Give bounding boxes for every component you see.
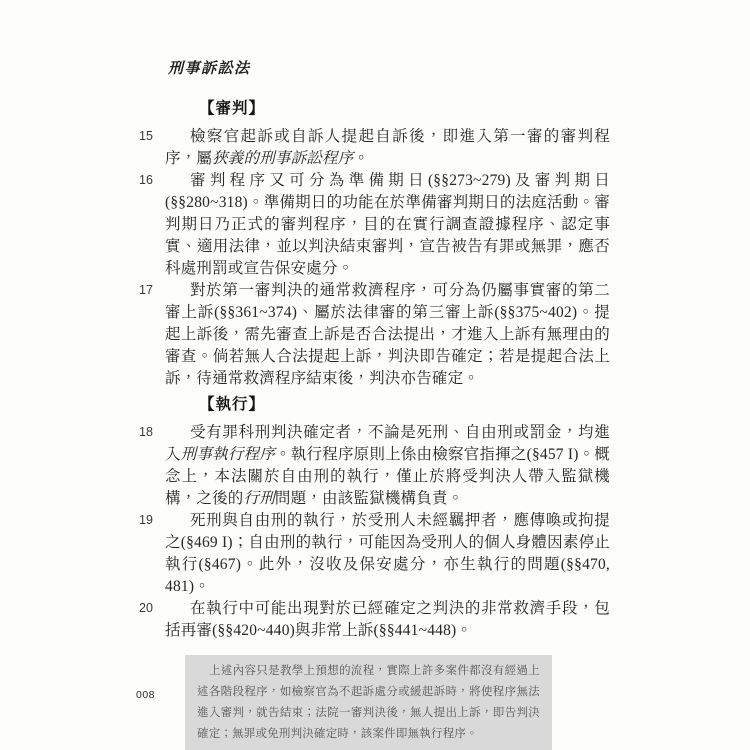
paragraph-18 <box>139 422 611 510</box>
running-head: 刑事訴訟法 <box>168 61 251 77</box>
paragraph-number: 20 <box>139 601 153 615</box>
paragraph-16 <box>139 170 610 280</box>
body-text-run: 審判程序又可分為準備期日(§§273~279)及審判期日(§§280~318)。準備期日的功能在於準備審判期日的法庭活動。審判期日乃正式的審判程序，目的在實行調查證據程序、認定事實、適用法律，並以判決結束審判，宣告被告有罪或無罪，應否科處刑罰或宣告保安處分。 <box>165 172 610 277</box>
body-text-run: 問題，由該監獄機構負責。 <box>274 490 464 507</box>
body-text-run: 。執行程序原則上係由檢察官指揮之(§457 I)。概念上，本法關於自由刑的執行，僅止於將受判決人帶入監獄機構，之後的 <box>165 446 611 507</box>
paragraph-19 <box>139 510 610 598</box>
emphasized-term: 行刑 <box>243 490 275 507</box>
paragraph-text <box>165 126 610 170</box>
paragraph-text <box>165 598 610 642</box>
section-heading: 【執行】 <box>199 396 266 413</box>
emphasized-term: 刑事執行程序 <box>180 446 276 463</box>
paragraph-text <box>165 280 610 390</box>
paragraph-text <box>165 422 610 510</box>
body-text-run: 檢察官起訴或自訴人提起自訴後，即進入第一審的審判程序，屬 <box>165 128 610 167</box>
paragraph-number: 16 <box>139 173 153 187</box>
page-number: 008 <box>136 689 156 701</box>
paragraph-15 <box>139 126 610 170</box>
body-text-run: 對於第一審判決的通常救濟程序，可分為仍屬事實審的第二審上訴(§§361~374)、屬於法律審的第三審上訴(§§375~402)。提起上訴後，需先審查上訴是否合法提出，才進入上訴有無理由的審查。倘若無人合法提起上訴，判決即告確定；若是提起合法上訴，待通常救濟程序結束後，判決亦告確定。 <box>165 282 610 387</box>
body-text-run: 死刑與自由刑的執行，於受刑人未經羈押者，應傳喚或拘提之(§469 I)；自由刑的執行，可能因為受刑人的個人身體因素停止執行(§467)。此外，沒收及保安處分，亦生執行的問題(§§470, 481)。 <box>165 512 610 595</box>
paragraph-20 <box>139 598 610 642</box>
paragraph-text <box>165 170 610 280</box>
paragraph-17 <box>139 280 610 390</box>
note-box: 上述內容只是教學上預想的流程，實際上許多案件都沒有經過上述各階段程序，如檢察官為不起訴處分或緩起訴時，將使程序無法進入審判，就告結束；法院一審判決後，無人提出上訴，即告判決確定；無罪或免刑判決確定時，該案件即無執行程序。 <box>185 655 552 750</box>
body-text-run: 受有罪科刑判決確定者，不論是死刑、自由刑或罰金，均進入 <box>165 424 610 463</box>
section-heading: 【審判】 <box>199 100 266 117</box>
paragraph-number: 15 <box>139 129 153 143</box>
body-text-run: 在執行中可能出現對於已經確定之判決的非常救濟手段，包括再審(§§420~440)與非常上訴(§§441~448)。 <box>165 600 610 639</box>
paragraph-number: 17 <box>139 283 153 297</box>
emphasized-term: 狹義的刑事訴訟程序 <box>212 150 354 167</box>
paragraph-number: 18 <box>139 425 153 439</box>
paragraph-number: 19 <box>139 513 153 527</box>
paragraph-text <box>165 510 610 598</box>
body-text-run: 。 <box>353 150 370 167</box>
